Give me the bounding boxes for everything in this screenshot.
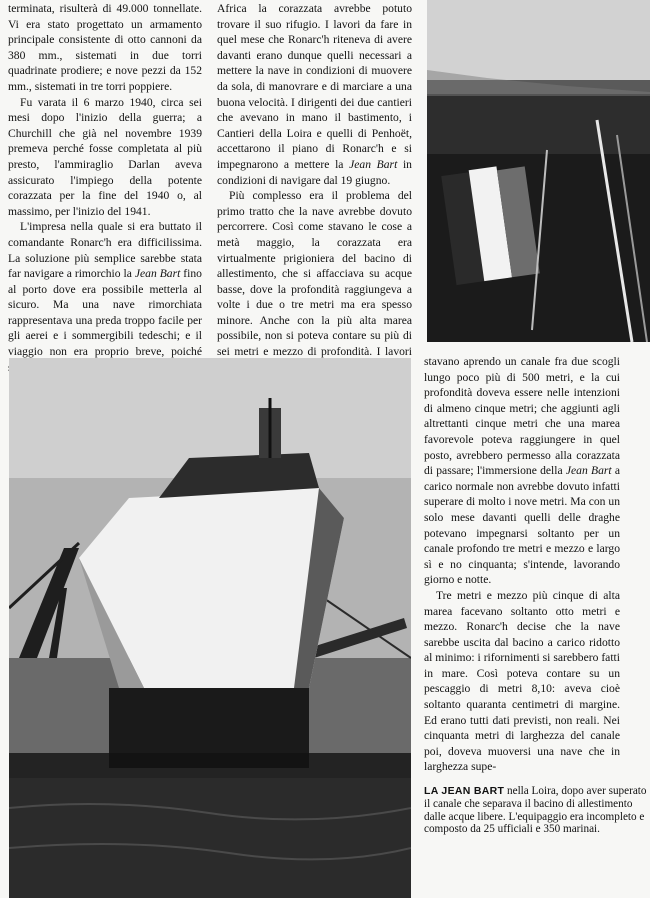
flag-photo bbox=[427, 0, 650, 342]
paragraph: terminata, risulterà di 49.000 tonnellate. Vi era stato progettato un armamento principale consistente di otto cannoni da 380 mm., sistemati in due torri quadrinate prodiere; e nove pezzi da 152 mm., sistemati in tre torri poppiere. bbox=[8, 2, 202, 93]
text-column-3 bbox=[424, 354, 620, 775]
text-column-1 bbox=[8, 1, 202, 375]
paragraph: Africa la corazzata avrebbe potuto trovare il suo rifugio. I lavori da fare in quel mese che Ronarc'h riteneva di avere davanti erano dunque quelli necessari a mettere la nave in condizioni di muovere da sola, di manovrare e di marciare a una buona velocità. I dirigenti dei due cantieri che avevano in mano il bastimento, i Cantieri della Loira e quelli di Penhoët, accettarono il piano di Ronarc'h e si impegnarono a mettere la Jean Bart in condizioni di navigare dal 19 giugno. bbox=[217, 2, 412, 187]
caption-text: nella Loira, dopo aver superato il canale che separava il bacino di allestimento dalle acque libere. L'equipaggio era incompleto e composto da 25 ufficiali e 350 marinai. bbox=[424, 785, 647, 836]
caption-lead: LA JEAN BART bbox=[424, 785, 505, 797]
ship-name: Jean Bart bbox=[134, 267, 181, 281]
ship-photo-art bbox=[9, 358, 411, 898]
paragraph: Tre metri e mezzo più cinque di alta marea facevano soltanto otto metri e mezzo. Ronarc'h decise che la nave sarebbe uscita dal bacino a carico ridotto al minimo: i rifornimenti si sarebbero fatti in mare. Così poteva contare su un pescaggio di metri 8,10: aveva cioè soltanto quaranta centimetri di margine. Ed erano tutti dati previsti, non reali. Nei cinquanta metri di larghezza del canale poi, doveva muoversi una nave che in larghezza supe- bbox=[424, 588, 620, 774]
flag-photo-art bbox=[427, 0, 650, 342]
paragraph: L'impresa nella quale si era buttato il comandante Ronarc'h era difficilissima. La soluzione più semplice sarebbe stata far navigare a rimorchio la Jean Bart fino al porto dove era possibile metterla al sicuro. Ma una nave rimorchiata rappresentava una preda troppo facile per gli aerei e i sommergibili tedeschi; e il viaggio non era proprio breve, poiché bbox=[8, 220, 202, 359]
ship-name: Jean Bart bbox=[349, 157, 398, 171]
paragraph: Fu varata il 6 marzo 1940, circa sei mesi dopo l'inizio della guerra; a Churchill che già nel novembre 1939 premeva perché fosse completata al più presto, l'ammiraglio Darlan aveva assicurato l'impiego della potente corazzata per la fine del 1940 o, al massimo, per l'inizio del 1941. bbox=[8, 95, 202, 218]
ship-photo bbox=[9, 358, 411, 898]
text-column-2 bbox=[217, 1, 412, 375]
paragraph: Più complesso era il problema del primo tratto che la nave avrebbe dovuto percorrere. Così come stavano le cose a metà maggio, la corazzata era virtualmente prigioniera del bacino di allestimento, che si affacciava su acque basse, dove la profondità raggiungeva a volte i due o tre metri ma era spesso minore. Anche con la più alta marea possibile, non si poteva contare su più di sei metri e mezzo di profondità. I lavori bbox=[217, 189, 412, 359]
paragraph: stavano aprendo un canale fra due scogli lungo poco più di 500 metri, e la cui profondità doveva essere nelle intenzioni di almeno cinque metri; che aggiunti agli altrettanti cinque metri che una marea favorevole poteva raggiungere in quel posto, avrebbero permesso alla corazzata di passare; l'immersione della Jean Bart a carico normale non avrebbe dovuto infatti superare di molto i nove metri. Ma con un solo mese davanti quelli delle draghe potevano impegnarsi soltanto per un canale profondo tre metri e mezzo e largo sì e no cinquanta; s'intende, lavorando giorno e notte. bbox=[424, 355, 620, 587]
photo-caption bbox=[424, 785, 650, 836]
ship-name: Jean Bart bbox=[565, 464, 612, 478]
